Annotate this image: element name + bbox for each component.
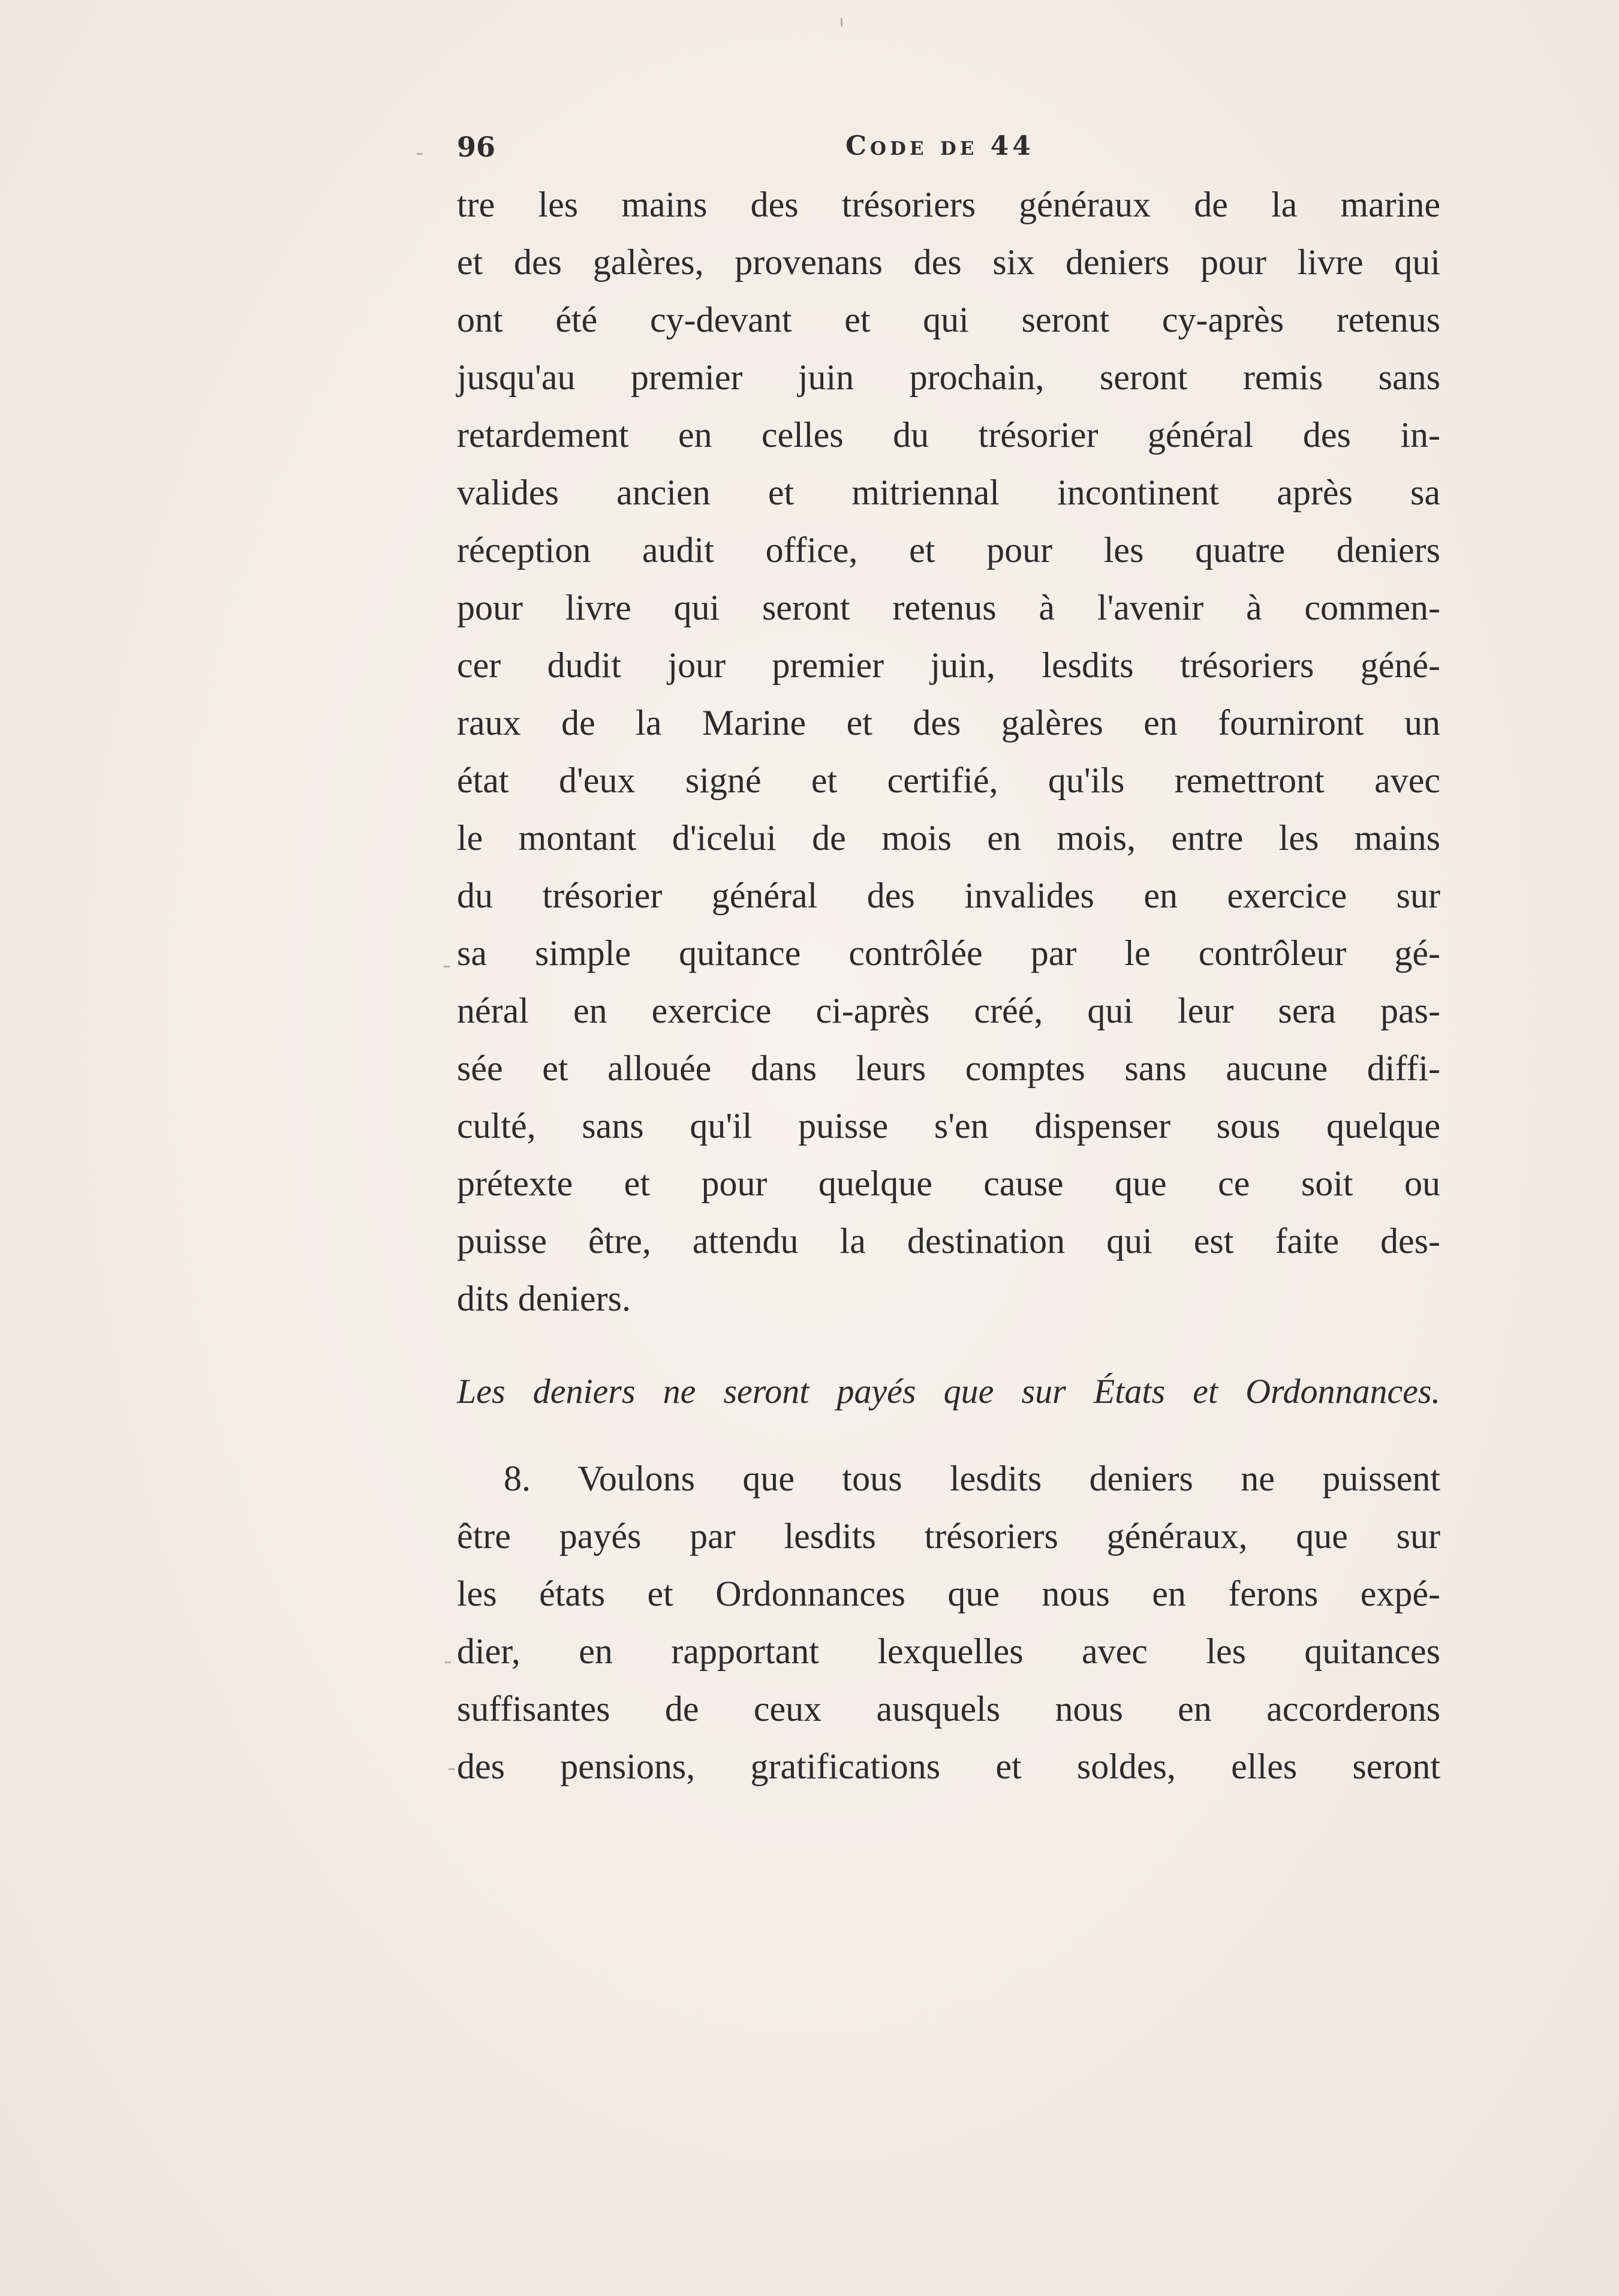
text-line: réception audit office, et pour les quatre deniers (457, 530, 1440, 570)
page-header (457, 131, 1440, 173)
text-line: le montant d'icelui de mois en mois, entre les mains (457, 818, 1440, 858)
paper-speck (445, 1661, 451, 1663)
text-line: cer dudit jour premier juin, lesdits trésoriers géné- (457, 645, 1440, 685)
text-line: 8. Voulons que tous lesdits deniers ne puissent (504, 1459, 1440, 1498)
text-line: les états et Ordonnances que nous en ferons expé- (457, 1574, 1440, 1613)
text-line: dier, en rapportant lexquelles avec les quitances (457, 1631, 1440, 1671)
text-line: suffisantes de ceux ausquels nous en accorderons (457, 1689, 1440, 1729)
text-line: ont été cy-devant et qui seront cy-après retenus (457, 300, 1440, 339)
text-line: jusqu'au premier juin prochain, seront remis sans (457, 357, 1440, 397)
text-line: valides ancien et mitriennal incontinent après sa (457, 473, 1440, 512)
text-line: du trésorier général des invalides en exercice sur (457, 876, 1440, 915)
paper-speck (449, 1768, 455, 1770)
paper-speck (417, 153, 423, 155)
text-line: pour livre qui seront retenus à l'avenir à commen- (457, 588, 1440, 627)
paper-speck (841, 18, 842, 26)
text-line: état d'eux signé et certifié, qu'ils remettront avec (457, 761, 1440, 800)
text-line: puisse être, attendu la destination qui est faite des- (457, 1221, 1440, 1261)
paper-speck (444, 966, 450, 967)
text-line: tre les mains des trésoriers généraux de la marine (457, 185, 1440, 224)
text-line: néral en exercice ci-après créé, qui leur sera pas- (457, 991, 1440, 1030)
text-line: être payés par lesdits trésoriers généraux, que sur (457, 1516, 1440, 1556)
text-line: retardement en celles du trésorier général des in- (457, 415, 1440, 455)
text-line: prétexte et pour quelque cause que ce soit ou (457, 1164, 1440, 1203)
section-title: Les deniers ne seront payés que sur États et Ordonnances. (457, 1372, 1440, 1411)
text-line: des pensions, gratifications et soldes, elles seront (457, 1747, 1440, 1786)
text-line: et des galères, provenans des six deniers pour livre qui (457, 242, 1440, 282)
text-line: dits deniers. (457, 1279, 631, 1318)
page-number: 96 (457, 131, 496, 163)
text-line: culté, sans qu'il puisse s'en dispenser sous quelque (457, 1106, 1440, 1146)
text-line: sa simple quitance contrôlée par le contrôleur gé- (457, 933, 1440, 973)
text-line: sée et allouée dans leurs comptes sans aucune diffi- (457, 1048, 1440, 1088)
running-title: Code de 44 (845, 131, 1034, 161)
text-line: raux de la Marine et des galères en fourniront un (457, 703, 1440, 743)
